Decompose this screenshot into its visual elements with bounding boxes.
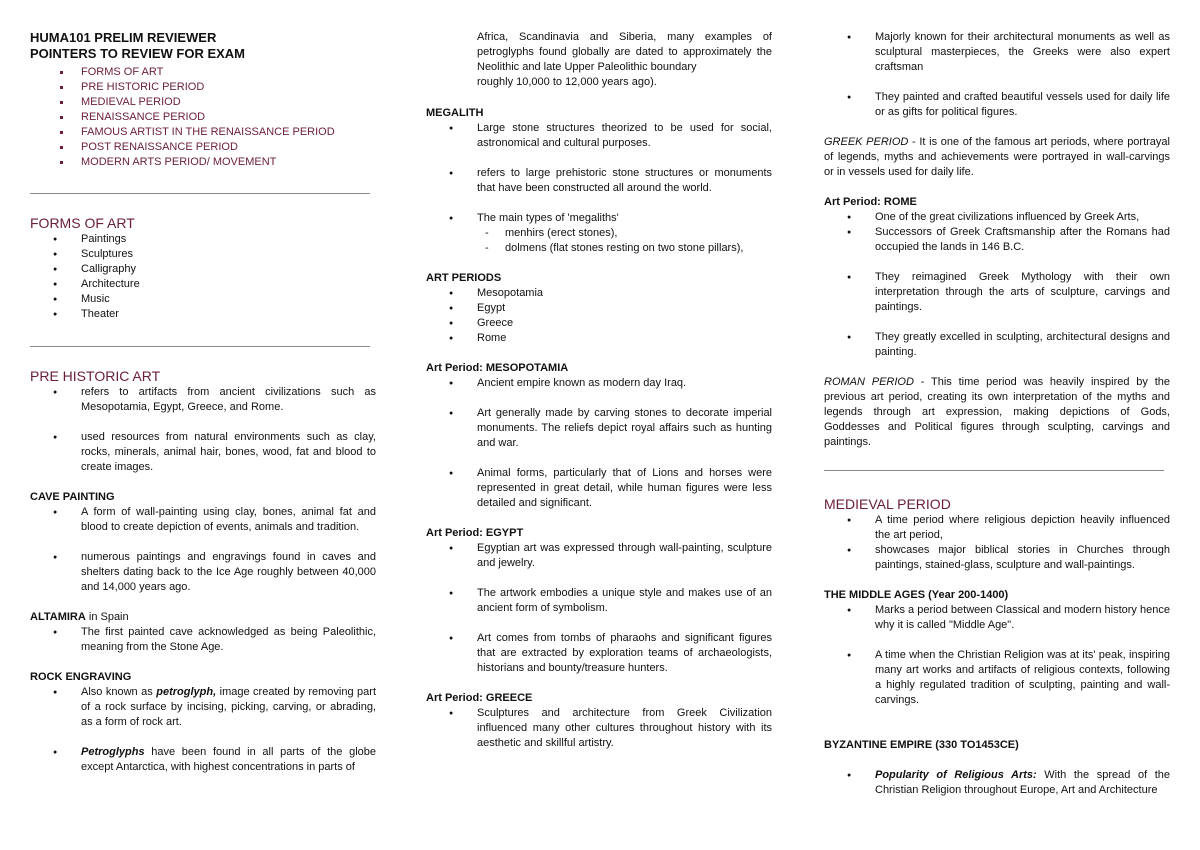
list-item: ● The first painted cave acknowledged as being Paleolithic, meaning from the Stone Age. bbox=[81, 625, 376, 655]
list-item: ● refers to large prehistoric stone structures or monuments that have been constructed all around the world. bbox=[477, 166, 772, 196]
divider bbox=[30, 346, 370, 347]
list-item: ● Marks a period between Classical and modern history hence why it is called "Middle Age". bbox=[875, 603, 1170, 633]
list-item: ● Calligraphy bbox=[81, 262, 376, 277]
list-item: ● Sculptures bbox=[81, 247, 376, 262]
list-item: ● Music bbox=[81, 292, 376, 307]
list-item: ● A form of wall-painting using clay, bones, animal fat and blood to create depiction of events, animals and tradition. bbox=[81, 505, 376, 535]
list-item: RENAISSANCE PERIOD bbox=[81, 110, 376, 125]
roman-period-paragraph bbox=[824, 375, 1170, 450]
byzantine-item-label: Popularity of Religious Arts: bbox=[875, 769, 1037, 781]
list-item: ● showcases major biblical stories in Churches through paintings, stained-glass, sculpture and wall-paintings. bbox=[875, 543, 1170, 573]
list-item: ● Rome bbox=[477, 331, 772, 346]
text-run: - It is one of the famous art periods, where portrayal of legends, myths and achievements were portrayed in wall-carvings or in vessels used for daily life. bbox=[824, 136, 1170, 178]
section-heading-medieval: MEDIEVAL PERIOD bbox=[824, 496, 951, 512]
greece-list bbox=[426, 706, 772, 751]
subheading-mesopotamia: Art Period: MESOPOTAMIA bbox=[426, 362, 569, 374]
list-item: ● Theater bbox=[81, 307, 376, 322]
egypt-list bbox=[426, 541, 772, 676]
list-item: ● One of the great civilizations influenced by Greek Arts, bbox=[875, 210, 1170, 225]
list-item: MEDIEVAL PERIOD bbox=[81, 95, 376, 110]
text-run: With the spread of the Christian Religion throughout Europe, Art and Architecture bbox=[875, 769, 1170, 796]
list-item: ● Art generally made by carving stones to decorate imperial monuments. The reliefs depict royal affairs such as hunting and war. bbox=[477, 406, 772, 451]
term-petroglyph: petroglyph, bbox=[156, 686, 217, 698]
section-heading-forms: FORMS OF ART bbox=[30, 215, 135, 231]
subheading-cave-painting: CAVE PAINTING bbox=[30, 491, 115, 503]
list-item: - dolmens (flat stones resting on two stone pillars), bbox=[505, 241, 772, 256]
list-item: ● They reimagined Greek Mythology with their own interpretation through the arts of sculpture, carvings and paintings. bbox=[875, 270, 1170, 315]
list-item: ● Greece bbox=[477, 316, 772, 331]
text-run: have been found in all parts of the globe except Antarctica, with highest concentrations in parts of bbox=[81, 746, 376, 773]
greek-period-label: GREEK PERIOD bbox=[824, 136, 909, 148]
list-item: ● Art comes from tombs of pharaohs and significant figures that are extracted by exploration teams of archaeologists, historians and bounty/treasure hunters. bbox=[477, 631, 772, 676]
rock-list bbox=[30, 685, 376, 775]
list-item: ● Ancient empire known as modern day Iraq. bbox=[477, 376, 772, 391]
list-item: FAMOUS ARTIST IN THE RENAISSANCE PERIOD bbox=[81, 125, 376, 140]
section-heading-prehistoric: PRE HISTORIC ART bbox=[30, 368, 161, 384]
list-item: ● Architecture bbox=[81, 277, 376, 292]
list-item: ● A time when the Christian Religion was at its' peak, inspiring many art works and artifacts of religious contexts, following a highly regulated tradition of sculpting, painting and wall-carvings. bbox=[875, 648, 1170, 708]
list-item: FORMS OF ART bbox=[81, 65, 376, 80]
doc-subtitle: POINTERS TO REVIEW FOR EXAM bbox=[30, 46, 246, 61]
subheading-byzantine: BYZANTINE EMPIRE (330 TO1453CE) bbox=[824, 739, 1019, 751]
text-run: image created by removing part of a rock surface by incising, picking, carving, or abrading, as a form of rock art. bbox=[81, 686, 376, 728]
text-run: The main types of 'megaliths' bbox=[477, 212, 619, 224]
list-item: ● numerous paintings and engravings found in caves and shelters dating back to the Ice Age roughly between 40,000 and 14,000 years ago. bbox=[81, 550, 376, 595]
subheading-greece: Art Period: GREECE bbox=[426, 692, 533, 704]
megalith-types-list bbox=[477, 226, 772, 256]
text-run: Also known as bbox=[81, 686, 157, 698]
list-item: ● They painted and crafted beautiful vessels used for daily life or as gifts for political figures. bbox=[875, 90, 1170, 120]
list-item: ● They greatly excelled in sculpting, architectural designs and painting. bbox=[875, 330, 1170, 360]
altamira-label: ALTAMIRA bbox=[30, 611, 86, 623]
subheading-megalith: MEGALITH bbox=[426, 107, 484, 119]
list-item bbox=[81, 685, 376, 730]
byzantine-list bbox=[824, 768, 1170, 798]
forms-list bbox=[30, 232, 376, 322]
pointers-list bbox=[30, 65, 376, 170]
list-item: ● Large stone structures theorized to be used for social, astronomical and cultural purposes. bbox=[477, 121, 772, 151]
list-item: ● Egypt bbox=[477, 301, 772, 316]
divider bbox=[30, 193, 370, 194]
list-item: ● The artwork embodies a unique style and makes use of an ancient form of symbolism. bbox=[477, 586, 772, 616]
list-item bbox=[477, 211, 772, 256]
continuation-text: Africa, Scandinavia and Siberia, many examples of petroglyphs found globally are dated to approximately the Neolithic and late Upper Paleolithic boundary bbox=[477, 31, 772, 73]
column-3 bbox=[824, 30, 1170, 798]
list-item: ● Animal forms, particularly that of Lions and horses were represented in great detail, while human figures were less detailed and significant. bbox=[477, 466, 772, 511]
list-item: ● Sculptures and architecture from Greek Civilization influenced many other cultures throughout history with its aesthetic and skillful artistry. bbox=[477, 706, 772, 751]
continuation-text-2: roughly 10,000 to 12,000 years ago). bbox=[477, 76, 657, 88]
list-item: PRE HISTORIC PERIOD bbox=[81, 80, 376, 95]
list-item bbox=[875, 768, 1170, 798]
column-1 bbox=[30, 30, 376, 775]
rome-list bbox=[824, 210, 1170, 360]
list-item: ● Egyptian art was expressed through wall-painting, sculpture and jewelry. bbox=[477, 541, 772, 571]
list-item bbox=[81, 745, 376, 775]
list-item: ● Successors of Greek Craftsmanship after the Romans had occupied the lands in 146 B.C. bbox=[875, 225, 1170, 255]
cave-list bbox=[30, 505, 376, 595]
doc-title: HUMA101 PRELIM REVIEWER bbox=[30, 30, 217, 45]
list-item: ● Mesopotamia bbox=[477, 286, 772, 301]
subheading-rome: Art Period: ROME bbox=[824, 196, 917, 208]
list-item: ● A time period where religious depiction heavily influenced the art period, bbox=[875, 513, 1170, 543]
altamira-list bbox=[30, 625, 376, 655]
mesopotamia-list bbox=[426, 376, 772, 511]
list-item: ● Paintings bbox=[81, 232, 376, 247]
list-item: - menhirs (erect stones), bbox=[505, 226, 772, 241]
roman-period-label: ROMAN PERIOD bbox=[824, 376, 914, 388]
text-run: - This time period was heavily inspired by the previous art period, creating its own interpretation of the myths and legends through art expression, making depictions of Gods, Goddesses and Political figures through sculpting, carvings and paintings. bbox=[824, 376, 1170, 448]
middle-ages-list bbox=[824, 603, 1170, 708]
greece-list-continued bbox=[824, 30, 1170, 120]
greek-period-paragraph bbox=[824, 135, 1170, 180]
column-2 bbox=[426, 30, 772, 751]
subheading-middle-ages: THE MIDDLE AGES (Year 200-1400) bbox=[824, 589, 1009, 601]
list-item: ● refers to artifacts from ancient civilizations such as Mesopotamia, Egypt, Greece, and Rome. bbox=[81, 385, 376, 415]
list-item: MODERN ARTS PERIOD/ MOVEMENT bbox=[81, 155, 376, 170]
medieval-list bbox=[824, 513, 1170, 573]
subheading-rock-engraving: ROCK ENGRAVING bbox=[30, 671, 132, 683]
list-item: POST RENAISSANCE PERIOD bbox=[81, 140, 376, 155]
list-item: ● Majorly known for their architectural monuments as well as sculptural masterpieces, the Greeks were also expert craftsman bbox=[875, 30, 1170, 75]
term-petroglyphs: Petroglyphs bbox=[81, 746, 145, 758]
list-item: ● used resources from natural environments such as clay, rocks, minerals, animal hair, bones, wood, fat and blood to create images. bbox=[81, 430, 376, 475]
periods-list bbox=[426, 286, 772, 346]
subheading-art-periods: ART PERIODS bbox=[426, 272, 502, 284]
prehistoric-list bbox=[30, 385, 376, 475]
altamira-line bbox=[30, 610, 376, 625]
subheading-egypt: Art Period: EGYPT bbox=[426, 527, 524, 539]
altamira-location: in Spain bbox=[85, 611, 129, 623]
divider bbox=[824, 470, 1164, 471]
megalith-list bbox=[426, 121, 772, 256]
